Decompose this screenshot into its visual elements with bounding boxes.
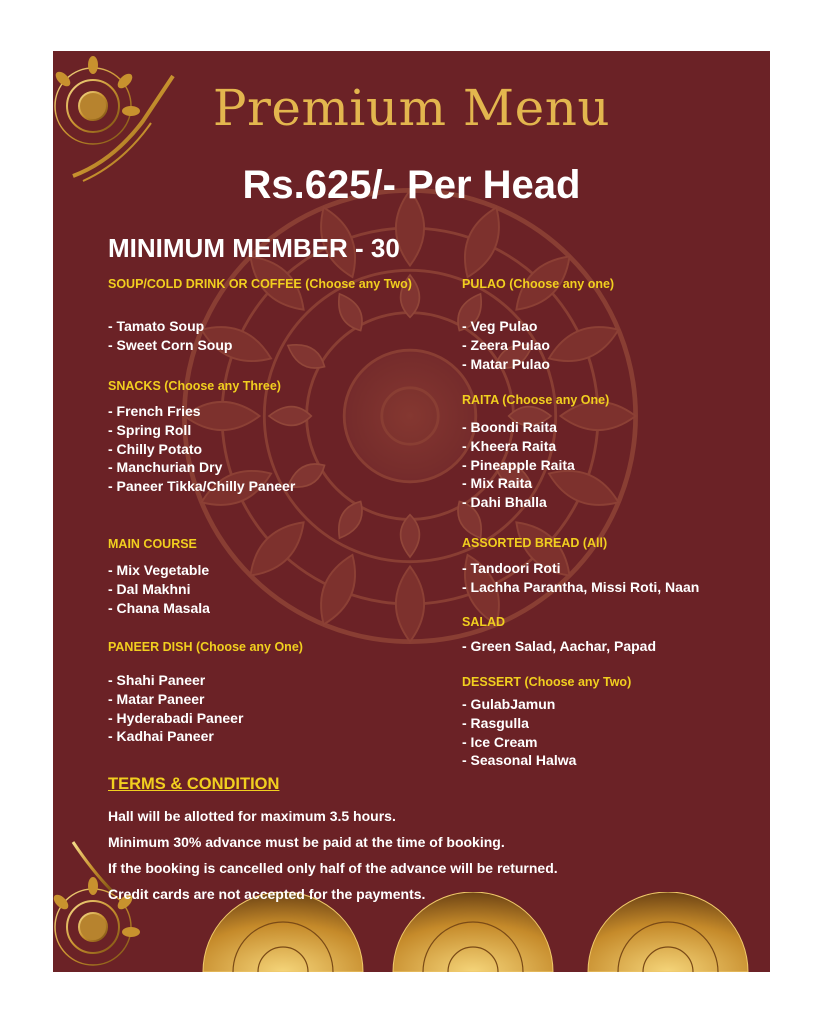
list-item: - Boondi Raita: [462, 419, 557, 435]
pulao-list: [462, 317, 550, 373]
terms-item: Hall will be allotted for maximum 3.5 hours.: [108, 808, 396, 824]
section-heading-main-course: MAIN COURSE: [108, 537, 197, 551]
minimum-member: MINIMUM MEMBER - 30: [108, 233, 400, 263]
section-heading-paneer-dish: PANEER DISH (Choose any One): [108, 640, 303, 654]
list-item: - Chana Masala: [108, 599, 210, 616]
list-item: - Green Salad, Aachar, Papad: [462, 638, 657, 654]
list-item: - Zeera Pulao: [462, 336, 550, 353]
section-heading-dessert: DESSERT (Choose any Two): [462, 675, 632, 689]
list-item: - Shahi Paneer: [108, 672, 206, 688]
list-item: - Mix Vegetable: [108, 562, 210, 578]
terms-list: [108, 803, 558, 907]
menu-title: Premium Menu: [212, 79, 611, 137]
terms-item: Minimum 30% advance must be paid at the time of booking.: [108, 834, 505, 850]
soup-list: [108, 317, 232, 355]
raita-list: [462, 418, 575, 512]
section-heading-snacks: SNACKS (Choose any Three): [108, 379, 281, 393]
list-item: - Dahi Bhalla: [462, 494, 547, 511]
list-item: - Mix Raita: [462, 475, 533, 492]
section-heading-salad: SALAD: [462, 615, 506, 629]
list-item: - Matar Paneer: [108, 690, 205, 707]
paneer-dish-list: [108, 671, 243, 746]
list-item: - Tamato Soup: [108, 318, 205, 334]
list-item: - Matar Pulao: [462, 355, 550, 372]
list-item: - Ice Cream: [462, 733, 538, 750]
list-item: - Seasonal Halwa: [462, 752, 577, 769]
menu-card: [53, 51, 770, 972]
salad-list: [462, 637, 656, 656]
list-item: - Hyderabadi Paneer: [108, 709, 244, 726]
section-heading-assorted-bread: ASSORTED BREAD (All): [462, 536, 608, 550]
list-item: - GulabJamun: [462, 696, 556, 712]
list-item: - Veg Pulao: [462, 318, 538, 334]
list-item: - Chilly Potato: [108, 440, 203, 457]
list-item: - Pineapple Raita: [462, 456, 575, 473]
list-item: - Manchurian Dry: [108, 459, 223, 476]
list-item: - Kheera Raita: [462, 437, 557, 454]
terms-item: Credit cards are not accepted for the payments.: [108, 886, 426, 902]
terms-item: If the booking is cancelled only half of the advance will be returned.: [108, 860, 558, 876]
section-heading-soup: SOUP/COLD DRINK OR COFFEE (Choose any Two): [108, 277, 412, 291]
list-item: - Lachha Parantha, Missi Roti, Naan: [462, 578, 700, 595]
list-item: - French Fries: [108, 403, 201, 419]
price-per-head: Rs.625/- Per Head: [242, 163, 581, 207]
dessert-list: [462, 695, 576, 770]
main-course-list: [108, 561, 210, 617]
snacks-list: [108, 402, 295, 496]
terms-heading: TERMS & CONDITION: [108, 775, 280, 793]
list-item: - Sweet Corn Soup: [108, 336, 233, 353]
list-item: - Tandoori Roti: [462, 560, 561, 576]
list-item: - Dal Makhni: [108, 580, 191, 597]
list-item: - Kadhai Paneer: [108, 728, 214, 745]
list-item: - Paneer Tikka/Chilly Paneer: [108, 478, 296, 495]
assorted-bread-list: [462, 559, 699, 597]
section-heading-pulao: PULAO (Choose any one): [462, 277, 615, 291]
section-heading-raita: RAITA (Choose any One): [462, 393, 610, 407]
list-item: - Rasgulla: [462, 714, 529, 731]
list-item: - Spring Roll: [108, 421, 192, 438]
